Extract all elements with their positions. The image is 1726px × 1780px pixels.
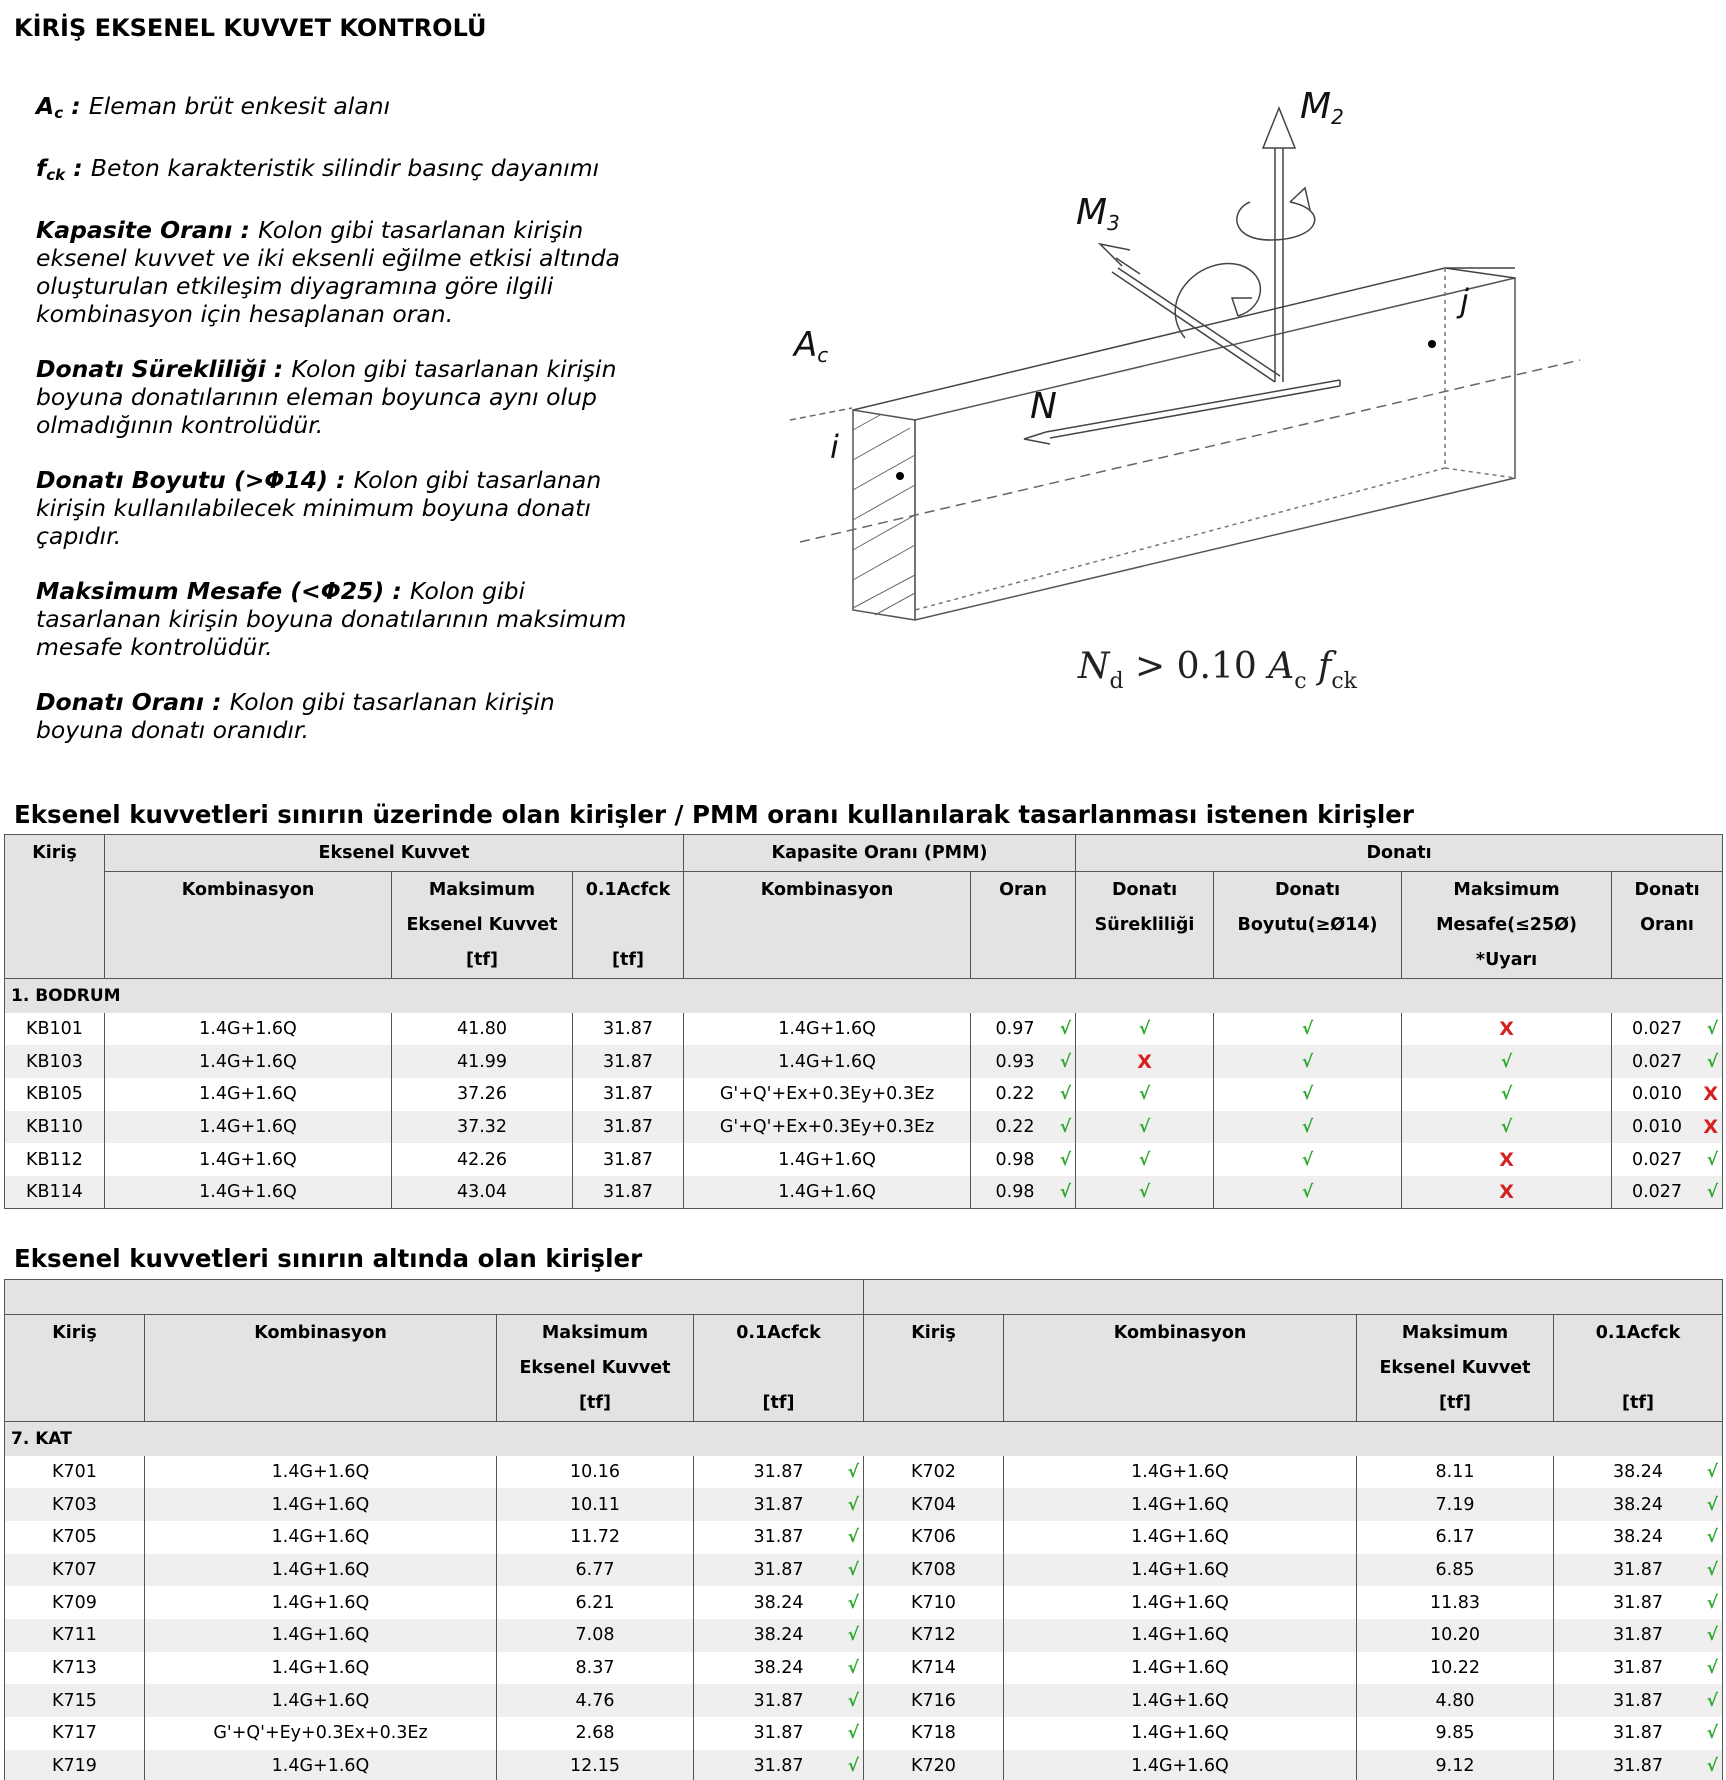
n-label: N	[1030, 386, 1057, 427]
col-pmm-kombinasyon: Kombinasyon	[684, 872, 971, 979]
definition-sep: ) :	[317, 466, 354, 494]
cell-maks-eksenel: 37.32	[392, 1111, 573, 1144]
cell-boyutu	[1214, 1045, 1402, 1078]
cell-kiris-right: K712	[864, 1619, 1004, 1652]
cell-kombinasyon-right: 1.4G+1.6Q	[1004, 1750, 1357, 1780]
cell-maks-eksenel-left: 2.68	[497, 1717, 694, 1750]
cell-kombinasyon-right: 1.4G+1.6Q	[1004, 1652, 1357, 1685]
col-kombinasyon-left: Kombinasyon	[145, 1315, 497, 1422]
status-mark: X	[1499, 1148, 1514, 1171]
left-header-band	[5, 1280, 864, 1315]
cell-kiris-right: K706	[864, 1521, 1004, 1554]
beam-axial-force-diagram	[760, 90, 1660, 710]
cell-kiris-right: K718	[864, 1717, 1004, 1750]
status-mark: √	[1706, 1494, 1718, 1515]
cell-maks-eksenel-right: 11.83	[1357, 1586, 1554, 1619]
table-row	[5, 1111, 1723, 1144]
status-mark: √	[1301, 1084, 1314, 1105]
cell-oran: 0.22 √	[971, 1078, 1076, 1111]
cell-acfck-right: 31.87 √	[1554, 1554, 1723, 1587]
cell-kombinasyon-right: 1.4G+1.6Q	[1004, 1456, 1357, 1489]
cell-surekliligi	[1076, 1013, 1214, 1046]
cell-kombinasyon-right: 1.4G+1.6Q	[1004, 1521, 1357, 1554]
m2-label: M2	[1300, 90, 1344, 129]
cell-boyutu	[1214, 1013, 1402, 1046]
cell-kiris: KB110	[5, 1111, 105, 1144]
cell-acfck-left: 31.87 √	[694, 1488, 864, 1521]
cell-kombinasyon-left: 1.4G+1.6Q	[145, 1554, 497, 1587]
cell-maks-eksenel-left: 10.11	[497, 1488, 694, 1521]
cell-kombinasyon-right: 1.4G+1.6Q	[1004, 1586, 1357, 1619]
col-group-eksenel-kuvvet: Eksenel Kuvvet	[105, 835, 684, 872]
status-mark: √	[1301, 1051, 1314, 1072]
cell-donati-orani: 0.027 √	[1612, 1013, 1723, 1046]
cell-acfck-right: 38.24 √	[1554, 1456, 1723, 1489]
col-group-kapasite: Kapasite Oranı (PMM)	[684, 835, 1076, 872]
cell-kiris-right: K710	[864, 1586, 1004, 1619]
col-donati-orani: Donatı Oranı	[1612, 872, 1723, 979]
status-mark: √	[1138, 1182, 1151, 1203]
page-title: KİRİŞ EKSENEL KUVVET KONTROLÜ	[14, 14, 487, 42]
table-row	[5, 1045, 1723, 1078]
status-mark: √	[1059, 1182, 1072, 1203]
status-mark: √	[1059, 1018, 1072, 1039]
table-row	[5, 1586, 1723, 1619]
cell-maks-eksenel: 37.26	[392, 1078, 573, 1111]
cell-boyutu	[1214, 1143, 1402, 1176]
cell-maks-eksenel-right: 7.19	[1357, 1488, 1554, 1521]
cell-kombinasyon-left: 1.4G+1.6Q	[145, 1586, 497, 1619]
cell-kombinasyon-right: 1.4G+1.6Q	[1004, 1717, 1357, 1750]
cell-acfck: 31.87	[573, 1078, 684, 1111]
table-row	[5, 1176, 1723, 1209]
cell-kombinasyon-left: 1.4G+1.6Q	[145, 1750, 497, 1780]
table-row	[5, 1554, 1723, 1587]
cell-maks-eksenel: 42.26	[392, 1143, 573, 1176]
cell-acfck: 31.87	[573, 1045, 684, 1078]
col-kiris-left: Kiriş	[5, 1315, 145, 1422]
cell-kiris: KB112	[5, 1143, 105, 1176]
cell-kombinasyon: 1.4G+1.6Q	[105, 1176, 392, 1209]
table-row	[5, 1684, 1723, 1717]
definition-text: Eleman brüt enkesit alanı	[88, 92, 391, 120]
status-mark: √	[1301, 1116, 1314, 1137]
m3-label: M3	[1076, 192, 1120, 235]
status-mark: √	[1706, 1018, 1719, 1039]
cell-maks-eksenel-left: 4.76	[497, 1684, 694, 1717]
cell-kiris: KB101	[5, 1013, 105, 1046]
cell-kiris: KB103	[5, 1045, 105, 1078]
cell-oran: 0.98 √	[971, 1143, 1076, 1176]
cell-kombinasyon-left: 1.4G+1.6Q	[145, 1684, 497, 1717]
cell-maks-eksenel-right: 10.20	[1357, 1619, 1554, 1652]
cell-kombinasyon-left: 1.4G+1.6Q	[145, 1521, 497, 1554]
cell-acfck-right: 31.87 √	[1554, 1586, 1723, 1619]
status-mark: √	[1706, 1690, 1718, 1711]
cell-kombinasyon-left: G'+Q'+Ey+0.3Ex+0.3Ez	[145, 1717, 497, 1750]
cell-maks-eksenel: 41.99	[392, 1045, 573, 1078]
cell-acfck-left: 31.87 √	[694, 1684, 864, 1717]
definition-term: Donatı Sürekliliği	[36, 355, 266, 383]
cell-oran: 0.98 √	[971, 1176, 1076, 1209]
cell-acfck-left: 31.87 √	[694, 1717, 864, 1750]
cell-kombinasyon-left: 1.4G+1.6Q	[145, 1619, 497, 1652]
status-mark: √	[1706, 1625, 1718, 1646]
right-header-band	[864, 1280, 1723, 1315]
definition-item	[36, 92, 636, 127]
cell-acfck-right: 31.87 √	[1554, 1717, 1723, 1750]
section1-heading: Eksenel kuvvetleri sınırın üzerinde olan kirişler / PMM oranı kullanılarak tasarlanması istenen kirişler	[14, 800, 1414, 829]
status-mark: √	[1301, 1149, 1314, 1170]
cell-acfck: 31.87	[573, 1013, 684, 1046]
status-mark: √	[1706, 1657, 1718, 1678]
cell-acfck-right: 38.24 √	[1554, 1521, 1723, 1554]
section2-table	[4, 1279, 1723, 1780]
cell-donati-orani: 0.010 X	[1612, 1111, 1723, 1144]
status-mark: √	[847, 1625, 859, 1646]
cell-kiris-right: K708	[864, 1554, 1004, 1587]
definition-term: Kapasite Oranı	[36, 216, 233, 244]
cell-surekliligi	[1076, 1143, 1214, 1176]
cell-maks-eksenel: 41.80	[392, 1013, 573, 1046]
cell-acfck-left: 31.87 √	[694, 1750, 864, 1780]
cell-maks-eksenel-right: 8.11	[1357, 1456, 1554, 1489]
status-mark: √	[847, 1755, 859, 1776]
cell-oran: 0.22 √	[971, 1111, 1076, 1144]
ac-label: Ac	[794, 325, 829, 367]
cell-acfck-left: 38.24 √	[694, 1586, 864, 1619]
cell-boyutu	[1214, 1176, 1402, 1209]
col-maks-eksenel-right: Maksimum Eksenel Kuvvet [tf]	[1357, 1315, 1554, 1422]
cell-kiris: KB105	[5, 1078, 105, 1111]
definition-text: Kolon gibi tasarlanan kirişin boyuna donatı oranıdır.	[36, 688, 555, 744]
cell-acfck-right: 31.87 √	[1554, 1750, 1723, 1780]
cell-maks-eksenel-left: 11.72	[497, 1521, 694, 1554]
cell-donati-orani: 0.027 √	[1612, 1176, 1723, 1209]
table-row	[5, 1619, 1723, 1652]
definition-sep: :	[265, 355, 292, 383]
cell-kiris-left: K701	[5, 1456, 145, 1489]
definition-term: Maksimum Mesafe (<Φ25	[36, 577, 374, 605]
cell-surekliligi	[1076, 1176, 1214, 1209]
cell-donati-orani: 0.027 √	[1612, 1143, 1723, 1176]
col-maks-eksenel-left: Maksimum Eksenel Kuvvet [tf]	[497, 1315, 694, 1422]
table-row	[5, 1488, 1723, 1521]
cell-acfck-left: 38.24 √	[694, 1652, 864, 1685]
cell-maks-mesafe	[1402, 1078, 1612, 1111]
cell-acfck-left: 38.24 √	[694, 1619, 864, 1652]
status-mark: X	[1499, 1181, 1514, 1204]
definition-text: Kolon gibi tasarlanan kirişin eksenel kuvvet ve iki eksenli eğilme etkisi altında oluşturulan etkileşim diyagramına göre ilgili kombinasyon için hesaplanan oran.	[36, 216, 620, 328]
cell-acfck: 31.87	[573, 1143, 684, 1176]
definition-term: Donatı Boyutu (>Φ14	[36, 466, 318, 494]
status-mark: √	[1059, 1149, 1072, 1170]
col-surekliligi: Donatı Sürekliliği	[1076, 872, 1214, 979]
status-mark: X	[1499, 1017, 1514, 1040]
status-mark: √	[847, 1723, 859, 1744]
cell-kombinasyon-left: 1.4G+1.6Q	[145, 1652, 497, 1685]
cell-kiris-left: K703	[5, 1488, 145, 1521]
definition-sub: c	[54, 104, 64, 122]
cell-acfck: 31.87	[573, 1176, 684, 1209]
cell-acfck-right: 31.87 √	[1554, 1652, 1723, 1685]
cell-acfck: 31.87	[573, 1111, 684, 1144]
cell-boyutu	[1214, 1111, 1402, 1144]
col-boyutu: Donatı Boyutu(≥Ø14)	[1214, 872, 1402, 979]
j-label: j	[1460, 282, 1469, 320]
status-mark: √	[1138, 1084, 1151, 1105]
cell-pmm-kombinasyon: G'+Q'+Ex+0.3Ey+0.3Ez	[684, 1078, 971, 1111]
cell-pmm-kombinasyon: 1.4G+1.6Q	[684, 1176, 971, 1209]
definition-item	[36, 466, 636, 550]
cell-maks-mesafe	[1402, 1111, 1612, 1144]
cell-acfck-left: 31.87 √	[694, 1521, 864, 1554]
cell-acfck-right: 31.87 √	[1554, 1684, 1723, 1717]
table-row	[5, 1750, 1723, 1780]
col-maks-mesafe: Maksimum Mesafe(≤25Ø) *Uyarı	[1402, 872, 1612, 979]
cell-kiris-left: K713	[5, 1652, 145, 1685]
cell-maks-eksenel-left: 6.21	[497, 1586, 694, 1619]
status-mark: √	[1500, 1116, 1513, 1137]
cell-kiris-left: K705	[5, 1521, 145, 1554]
cell-kombinasyon-left: 1.4G+1.6Q	[145, 1488, 497, 1521]
status-mark: √	[847, 1690, 859, 1711]
cell-kiris-left: K707	[5, 1554, 145, 1587]
definition-item	[36, 216, 636, 328]
col-group-donati: Donatı	[1076, 835, 1723, 872]
cell-kombinasyon-right: 1.4G+1.6Q	[1004, 1488, 1357, 1521]
cell-maks-eksenel-left: 8.37	[497, 1652, 694, 1685]
status-mark: √	[847, 1592, 859, 1613]
cell-kiris-left: K719	[5, 1750, 145, 1780]
table-row	[5, 1143, 1723, 1176]
cell-acfck-left: 31.87 √	[694, 1554, 864, 1587]
col-acfck-left: 0.1Acfck [tf]	[694, 1315, 864, 1422]
cell-maks-mesafe	[1402, 1143, 1612, 1176]
cell-kombinasyon-right: 1.4G+1.6Q	[1004, 1554, 1357, 1587]
definition-sub: ck	[46, 166, 66, 184]
definition-sep: :	[203, 688, 230, 716]
cell-maks-eksenel-right: 4.80	[1357, 1684, 1554, 1717]
status-mark: √	[1138, 1116, 1151, 1137]
table-row	[5, 1521, 1723, 1554]
point-i-dot	[896, 472, 904, 480]
status-mark: √	[1706, 1755, 1718, 1776]
definition-term: Donatı Oranı	[36, 688, 204, 716]
cell-acfck-left: 31.87 √	[694, 1456, 864, 1489]
cell-kombinasyon: 1.4G+1.6Q	[105, 1143, 392, 1176]
cell-surekliligi	[1076, 1111, 1214, 1144]
definition-term: f	[36, 154, 47, 182]
col-acfck: 0.1Acfck [tf]	[573, 872, 684, 979]
cell-maks-mesafe	[1402, 1013, 1612, 1046]
table-row	[5, 1456, 1723, 1489]
cell-maks-eksenel-right: 9.12	[1357, 1750, 1554, 1780]
cell-pmm-kombinasyon: 1.4G+1.6Q	[684, 1045, 971, 1078]
table-row	[5, 1652, 1723, 1685]
status-mark: √	[1706, 1723, 1718, 1744]
section1-table	[4, 834, 1723, 1209]
cell-kombinasyon: 1.4G+1.6Q	[105, 1111, 392, 1144]
cell-maks-eksenel: 43.04	[392, 1176, 573, 1209]
table-row	[5, 1717, 1723, 1750]
i-label: i	[830, 428, 839, 466]
cell-kiris: KB114	[5, 1176, 105, 1209]
status-mark: √	[1500, 1084, 1513, 1105]
cell-kiris-right: K716	[864, 1684, 1004, 1717]
definition-sep: ) :	[373, 577, 410, 605]
cell-maks-eksenel-left: 6.77	[497, 1554, 694, 1587]
status-mark: √	[1138, 1018, 1151, 1039]
status-mark: √	[1706, 1527, 1718, 1548]
definition-item	[36, 688, 636, 744]
definition-sep: :	[232, 216, 259, 244]
cell-kombinasyon-left: 1.4G+1.6Q	[145, 1456, 497, 1489]
status-mark: √	[1706, 1182, 1719, 1203]
definition-text: Beton karakteristik silindir basınç dayanımı	[90, 154, 600, 182]
definition-item	[36, 577, 636, 661]
cell-pmm-kombinasyon: 1.4G+1.6Q	[684, 1143, 971, 1176]
cell-maks-mesafe	[1402, 1045, 1612, 1078]
status-mark: √	[1706, 1559, 1718, 1580]
status-mark: √	[1301, 1018, 1314, 1039]
cell-boyutu	[1214, 1078, 1402, 1111]
status-mark: √	[847, 1494, 859, 1515]
cell-kiris-left: K711	[5, 1619, 145, 1652]
status-mark: √	[847, 1559, 859, 1580]
table-row	[5, 1078, 1723, 1111]
status-mark: √	[1706, 1051, 1719, 1072]
cell-maks-eksenel-right: 9.85	[1357, 1717, 1554, 1750]
col-oran: Oran	[971, 872, 1076, 979]
cell-kiris-right: K702	[864, 1456, 1004, 1489]
definition-text: Kolon gibi tasarlanan kirişin boyuna donatılarının maksimum mesafe kontrolüdür.	[36, 577, 627, 661]
cell-kiris-left: K715	[5, 1684, 145, 1717]
cell-kiris-right: K720	[864, 1750, 1004, 1780]
table-row	[5, 1013, 1723, 1046]
col-kombinasyon-right: Kombinasyon	[1004, 1315, 1357, 1422]
col-acfck-right: 0.1Acfck [tf]	[1554, 1315, 1723, 1422]
definition-item	[36, 154, 636, 189]
status-mark: √	[1500, 1051, 1513, 1072]
status-mark: √	[847, 1657, 859, 1678]
cell-surekliligi	[1076, 1045, 1214, 1078]
cell-kombinasyon: 1.4G+1.6Q	[105, 1078, 392, 1111]
col-kiris-right: Kiriş	[864, 1315, 1004, 1422]
cell-maks-eksenel-left: 10.16	[497, 1456, 694, 1489]
status-mark: √	[1059, 1084, 1072, 1105]
cell-kombinasyon: 1.4G+1.6Q	[105, 1045, 392, 1078]
cell-maks-mesafe	[1402, 1176, 1612, 1209]
definition-sep: :	[65, 154, 91, 182]
cell-maks-eksenel-left: 12.15	[497, 1750, 694, 1780]
axial-limit-formula: $N_d > 0.10$ $A_c$ $f_{ck}$	[1078, 646, 1358, 694]
group-label: 1. BODRUM	[5, 979, 1723, 1013]
definitions-list	[36, 92, 636, 771]
status-mark: √	[847, 1527, 859, 1548]
cell-kombinasyon-right: 1.4G+1.6Q	[1004, 1684, 1357, 1717]
status-mark: √	[1706, 1461, 1718, 1482]
cell-donati-orani: 0.027 √	[1612, 1045, 1723, 1078]
point-j-dot	[1428, 340, 1436, 348]
definition-term: A	[36, 92, 55, 120]
cell-surekliligi	[1076, 1078, 1214, 1111]
status-mark: √	[1301, 1182, 1314, 1203]
cell-kiris-right: K704	[864, 1488, 1004, 1521]
definition-text: Kolon gibi tasarlanan kirişin boyuna donatılarının eleman boyunca aynı olup olmadığının kontrolüdür.	[36, 355, 617, 439]
cell-maks-eksenel-right: 10.22	[1357, 1652, 1554, 1685]
status-mark: √	[847, 1461, 859, 1482]
section2-heading: Eksenel kuvvetleri sınırın altında olan kirişler	[14, 1244, 643, 1273]
col-kombinasyon: Kombinasyon	[105, 872, 392, 979]
col-kiris: Kiriş	[5, 835, 105, 979]
cell-maks-eksenel-left: 7.08	[497, 1619, 694, 1652]
cell-kombinasyon: 1.4G+1.6Q	[105, 1013, 392, 1046]
status-mark: X	[1703, 1115, 1719, 1138]
status-mark: X	[1137, 1050, 1152, 1073]
cell-maks-eksenel-right: 6.17	[1357, 1521, 1554, 1554]
cell-oran: 0.97 √	[971, 1013, 1076, 1046]
status-mark: √	[1706, 1149, 1719, 1170]
col-maks-eksenel: Maksimum Eksenel Kuvvet [tf]	[392, 872, 573, 979]
cell-oran: 0.93 √	[971, 1045, 1076, 1078]
cell-acfck-right: 31.87 √	[1554, 1619, 1723, 1652]
group-label: 7. KAT	[5, 1422, 1723, 1456]
status-mark: √	[1138, 1149, 1151, 1170]
cell-kiris-left: K717	[5, 1717, 145, 1750]
status-mark: √	[1059, 1116, 1072, 1137]
cell-pmm-kombinasyon: 1.4G+1.6Q	[684, 1013, 971, 1046]
cell-maks-eksenel-right: 6.85	[1357, 1554, 1554, 1587]
definition-text: Kolon gibi tasarlanan kirişin kullanılabilecek minimum boyuna donatı çapıdır.	[36, 466, 602, 550]
cell-donati-orani: 0.010 X	[1612, 1078, 1723, 1111]
status-mark: √	[1059, 1051, 1072, 1072]
cell-pmm-kombinasyon: G'+Q'+Ex+0.3Ey+0.3Ez	[684, 1111, 971, 1144]
cell-kiris-right: K714	[864, 1652, 1004, 1685]
status-mark: X	[1703, 1083, 1719, 1106]
cell-acfck-right: 38.24 √	[1554, 1488, 1723, 1521]
status-mark: √	[1706, 1592, 1718, 1613]
definition-item	[36, 355, 636, 439]
definition-sep: :	[63, 92, 89, 120]
cell-kombinasyon-right: 1.4G+1.6Q	[1004, 1619, 1357, 1652]
cell-kiris-left: K709	[5, 1586, 145, 1619]
